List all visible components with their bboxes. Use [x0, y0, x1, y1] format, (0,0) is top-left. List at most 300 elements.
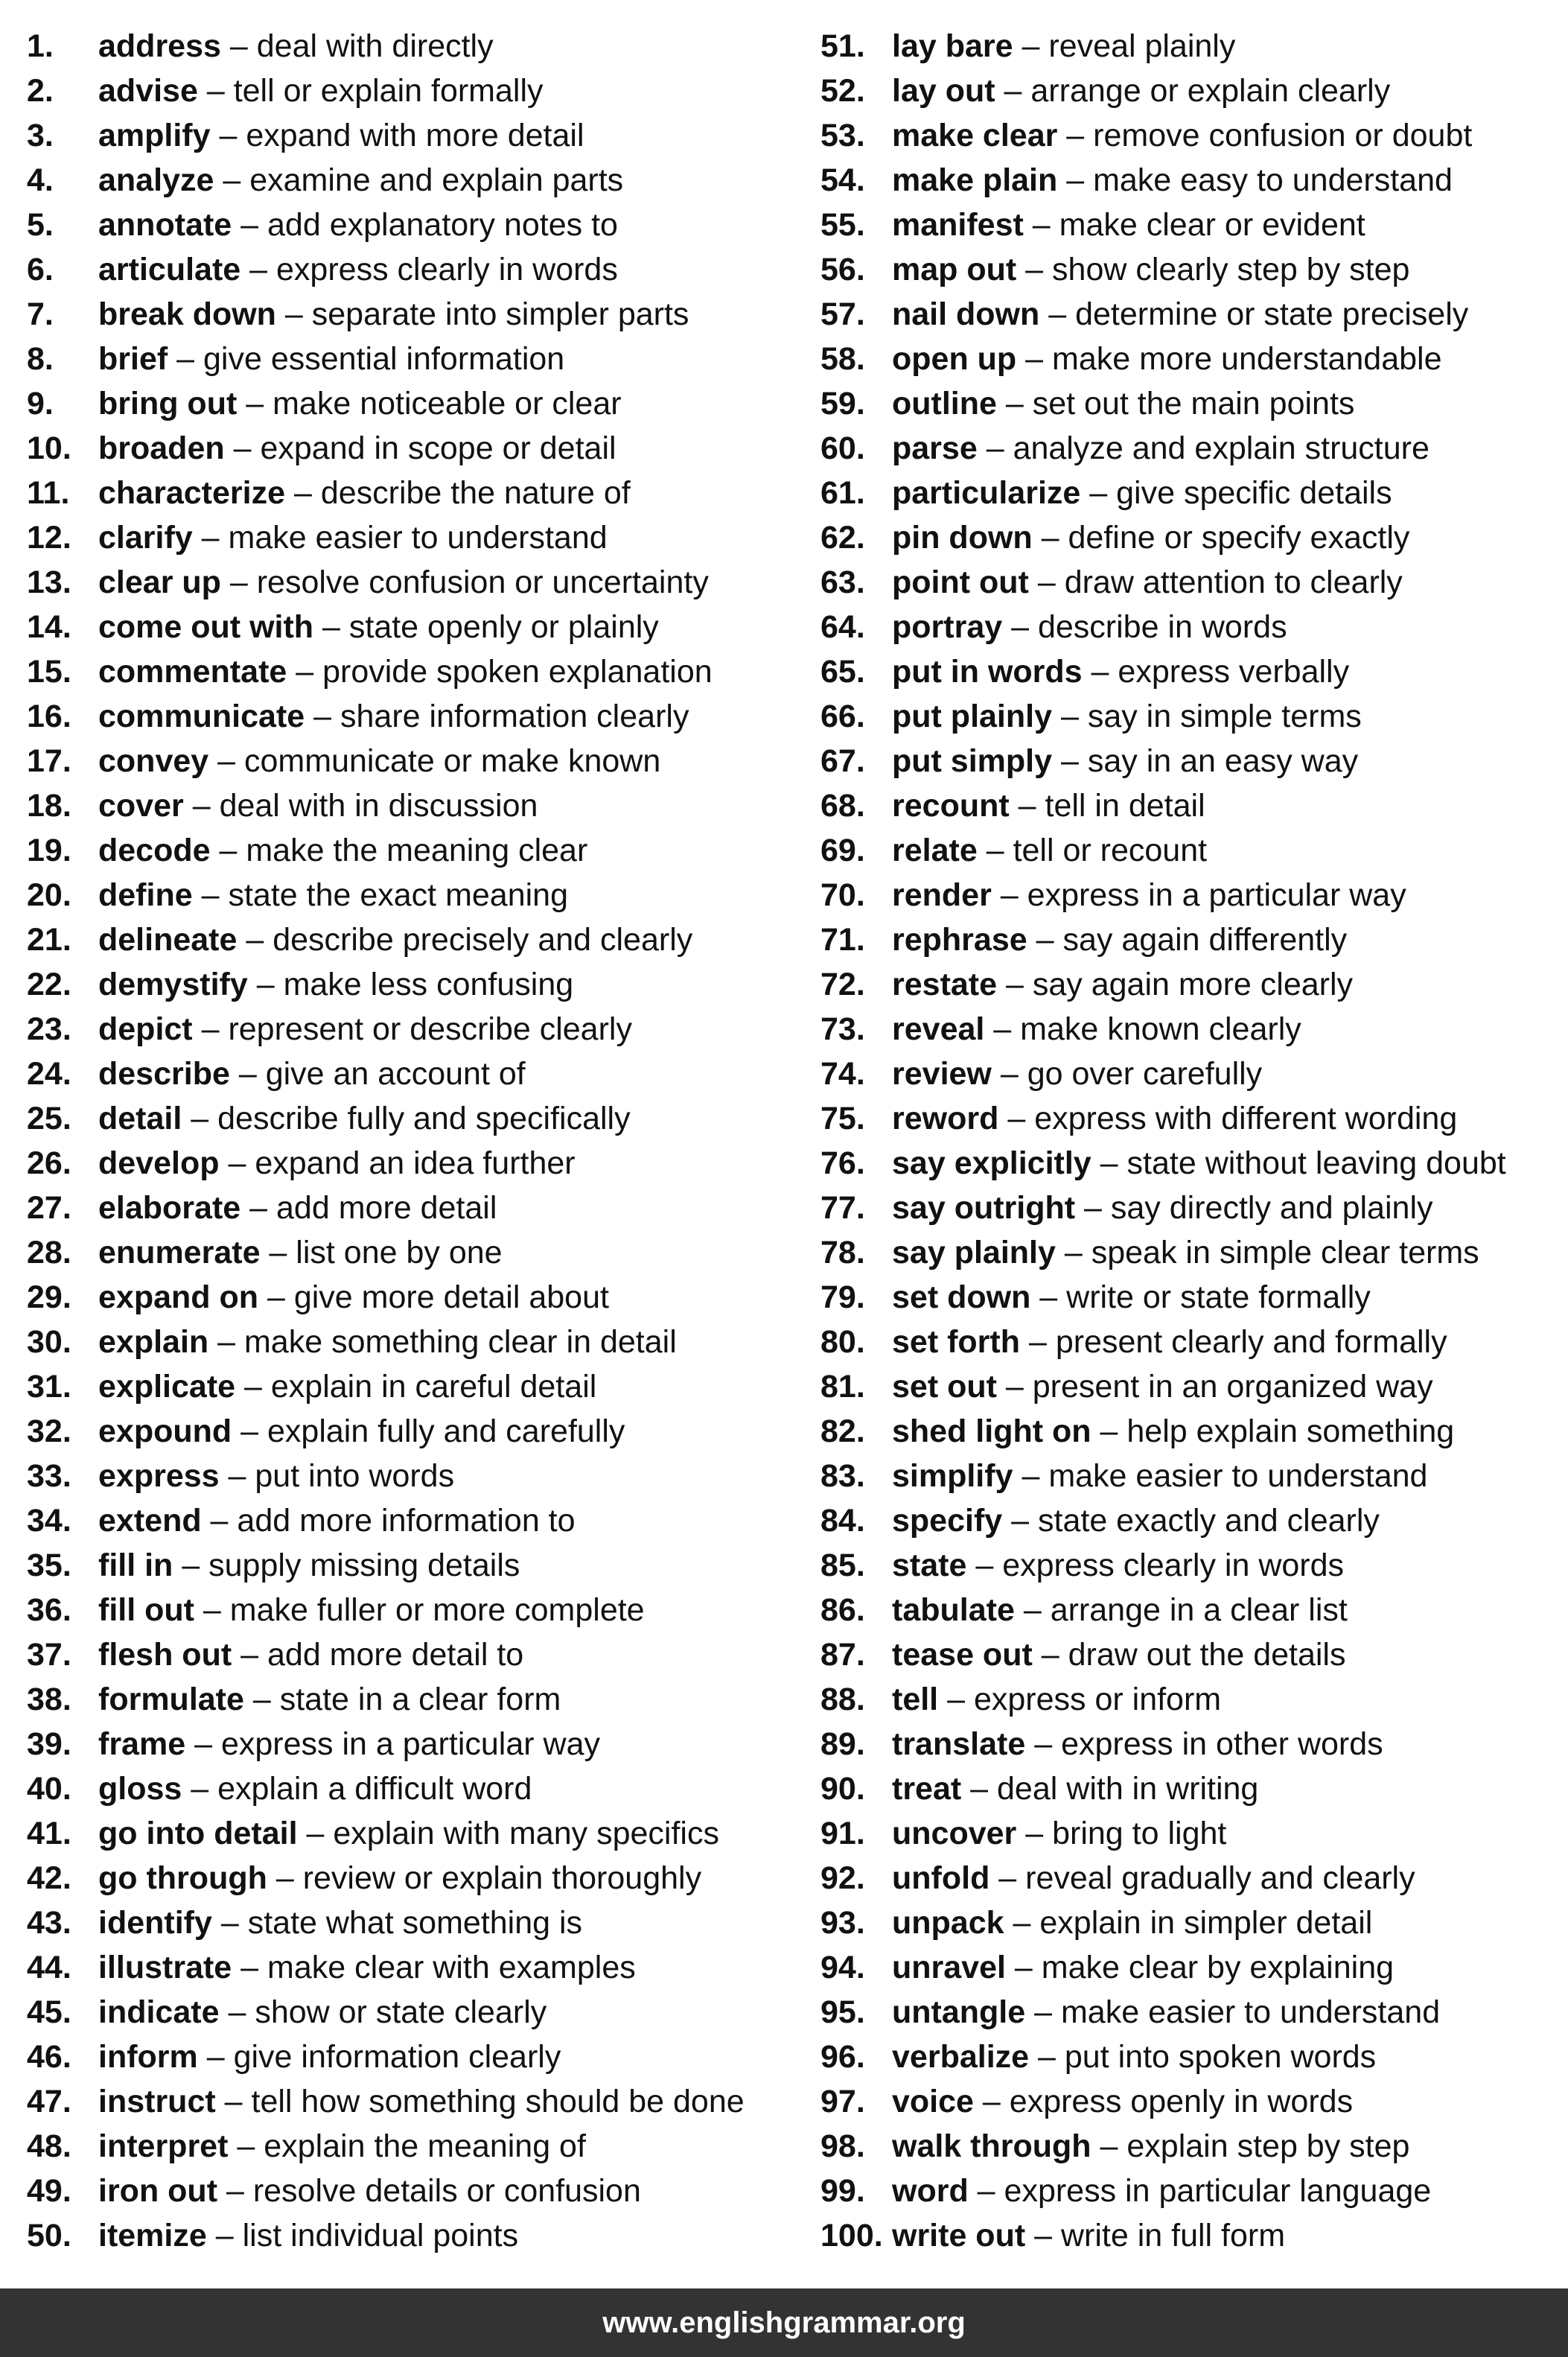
item-number: 56. [820, 252, 865, 287]
item-term: illustrate [98, 1950, 232, 1985]
list-item [820, 873, 1565, 917]
list-item [820, 1454, 1565, 1498]
item-separator: – [1032, 1637, 1068, 1673]
item-separator: – [1091, 2128, 1127, 2164]
item-term: flesh out [98, 1637, 232, 1673]
item-separator: – [214, 162, 250, 198]
item-definition: state openly or plainly [348, 609, 659, 645]
item-separator: – [232, 1413, 267, 1449]
item-number: 8. [27, 341, 54, 377]
list-item [27, 1096, 786, 1141]
item-term: cover [98, 788, 184, 824]
item-separator: – [1016, 341, 1053, 377]
item-definition: say again more clearly [1032, 967, 1354, 1002]
item-separator: – [1030, 1279, 1067, 1315]
item-definition: say again differently [1062, 922, 1348, 958]
item-term: set out [892, 1369, 997, 1405]
item-term: expound [98, 1413, 232, 1449]
item-definition: add more information to [237, 1503, 576, 1539]
item-definition: expand in scope or detail [260, 430, 616, 466]
item-term: walk through [892, 2128, 1091, 2164]
list-item [820, 1320, 1565, 1364]
item-separator: – [210, 118, 246, 153]
item-term: identify [98, 1905, 212, 1941]
item-number: 86. [820, 1592, 865, 1628]
item-definition: tell in detail [1045, 788, 1205, 824]
item-term: develop [98, 1145, 220, 1181]
item-number: 41. [27, 1816, 71, 1851]
item-term: tell [892, 1682, 939, 1717]
item-separator: – [991, 1056, 1027, 1092]
item-term: rephrase [892, 922, 1027, 958]
item-separator: – [1009, 788, 1045, 824]
item-term: address [98, 28, 221, 64]
item-separator: – [968, 2173, 1004, 2209]
item-number: 58. [820, 341, 865, 377]
item-definition: make easier to understand [1060, 1994, 1441, 2030]
item-definition: make something clear in detail [243, 1324, 677, 1360]
item-term: delineate [98, 922, 238, 958]
item-separator: – [173, 1548, 209, 1583]
item-number: 37. [27, 1637, 71, 1673]
item-separator: – [995, 73, 1031, 109]
item-term: fill out [98, 1592, 194, 1628]
list-item [820, 962, 1565, 1007]
item-term: commentate [98, 654, 287, 690]
list-item [820, 649, 1565, 694]
item-definition: express in other words [1061, 1726, 1383, 1762]
item-term: point out [892, 564, 1029, 600]
list-item [27, 1230, 786, 1275]
item-separator: – [991, 877, 1027, 913]
item-definition: make easy to understand [1093, 162, 1453, 198]
list-item [27, 158, 786, 203]
item-separator: – [240, 1190, 277, 1226]
item-term: fill in [98, 1548, 173, 1583]
item-term: go through [98, 1860, 267, 1896]
item-separator: – [305, 699, 341, 734]
item-number: 32. [27, 1413, 71, 1449]
item-separator: – [194, 1592, 230, 1628]
item-term: express [98, 1458, 220, 1494]
list-item [820, 1096, 1565, 1141]
item-number: 55. [820, 207, 865, 243]
item-number: 76. [820, 1145, 865, 1181]
item-number: 90. [820, 1771, 865, 1807]
item-definition: make less confusing [283, 967, 574, 1002]
item-term: make plain [892, 162, 1058, 198]
item-term: word [892, 2173, 969, 2209]
item-term: analyze [98, 162, 214, 198]
footer-banner [0, 2288, 1568, 2357]
item-separator: – [1027, 922, 1063, 958]
item-separator: – [182, 1101, 218, 1136]
item-definition: explain a difficult word [217, 1771, 532, 1807]
item-separator: – [285, 475, 321, 511]
item-number: 57. [820, 296, 865, 332]
item-number: 88. [820, 1682, 865, 1717]
item-term: untangle [892, 1994, 1026, 2030]
list-item [820, 1856, 1565, 1900]
item-definition: separate into simpler parts [311, 296, 689, 332]
item-term: gloss [98, 1771, 182, 1807]
list-item [820, 694, 1565, 739]
item-separator: – [224, 430, 261, 466]
item-separator: – [201, 1503, 238, 1539]
list-item [820, 1052, 1565, 1096]
item-separator: – [1052, 699, 1088, 734]
list-item [27, 1811, 786, 1856]
item-definition: put into spoken words [1064, 2039, 1377, 2075]
item-separator: – [208, 743, 245, 779]
item-definition: add more detail to [267, 1637, 524, 1673]
item-term: indicate [98, 1994, 220, 2030]
item-definition: explain step by step [1126, 2128, 1410, 2164]
item-separator: – [228, 2128, 264, 2164]
item-separator: – [1091, 1145, 1127, 1181]
item-definition: make easier to understand [228, 520, 608, 556]
item-number: 1. [27, 28, 54, 64]
list-item [27, 1588, 786, 1632]
item-separator: – [1057, 162, 1094, 198]
item-number: 19. [27, 833, 71, 868]
item-definition: draw attention to clearly [1064, 564, 1403, 600]
item-term: demystify [98, 967, 248, 1002]
list-item [27, 69, 786, 113]
item-number: 79. [820, 1279, 865, 1315]
item-definition: represent or describe clearly [228, 1011, 632, 1047]
item-number: 94. [820, 1950, 865, 1985]
item-number: 4. [27, 162, 54, 198]
list-item [820, 828, 1565, 873]
item-definition: express clearly in words [1002, 1548, 1345, 1583]
item-definition: resolve details or confusion [252, 2173, 641, 2209]
item-number: 80. [820, 1324, 865, 1360]
list-item [27, 560, 786, 605]
item-number: 59. [820, 386, 865, 422]
item-definition: set out the main points [1032, 386, 1355, 422]
item-term: itemize [98, 2218, 207, 2253]
list-item [27, 917, 786, 962]
item-definition: determine or state precisely [1075, 296, 1469, 332]
list-item [820, 426, 1565, 471]
item-separator: – [996, 386, 1033, 422]
item-definition: expand an idea further [255, 1145, 576, 1181]
item-term: detail [98, 1101, 182, 1136]
item-definition: reveal plainly [1048, 28, 1236, 64]
list-item [27, 1007, 786, 1052]
item-term: decode [98, 833, 211, 868]
item-term: tease out [892, 1637, 1033, 1673]
item-separator: – [247, 967, 284, 1002]
item-separator: – [182, 1771, 218, 1807]
item-definition: say directly and plainly [1110, 1190, 1433, 1226]
item-number: 48. [27, 2128, 71, 2164]
item-term: elaborate [98, 1190, 241, 1226]
item-separator: – [961, 1771, 998, 1807]
item-definition: add more detail [276, 1190, 497, 1226]
item-number: 91. [820, 1816, 865, 1851]
item-separator: – [1057, 118, 1094, 153]
item-number: 34. [27, 1503, 71, 1539]
item-number: 54. [820, 162, 865, 198]
item-number: 26. [27, 1145, 71, 1181]
item-number: 9. [27, 386, 54, 422]
list-item [820, 24, 1565, 69]
list-item [27, 1856, 786, 1900]
item-separator: – [1002, 1503, 1039, 1539]
item-separator: – [938, 1682, 974, 1717]
item-number: 16. [27, 699, 71, 734]
list-item [27, 1275, 786, 1320]
list-item [27, 1990, 786, 2035]
item-definition: make known clearly [1020, 1011, 1301, 1047]
item-number: 87. [820, 1637, 865, 1673]
item-separator: – [1016, 252, 1053, 287]
item-definition: explain in simpler detail [1039, 1905, 1373, 1941]
list-item [27, 203, 786, 247]
item-separator: – [258, 1279, 294, 1315]
item-term: particularize [892, 475, 1081, 511]
item-number: 6. [27, 252, 54, 287]
list-item [820, 113, 1565, 158]
item-definition: explain fully and carefully [267, 1413, 625, 1449]
list-item [27, 1900, 786, 1945]
item-number: 82. [820, 1413, 865, 1449]
item-definition: analyze and explain structure [1013, 430, 1430, 466]
item-term: bring out [98, 386, 238, 422]
item-separator: – [1025, 2218, 1061, 2253]
item-number: 95. [820, 1994, 865, 2030]
list-item [27, 337, 786, 381]
item-definition: say in an easy way [1087, 743, 1359, 779]
item-definition: make noticeable or clear [273, 386, 622, 422]
item-separator: – [192, 520, 229, 556]
item-separator: – [1005, 1950, 1042, 1985]
item-definition: give specific details [1116, 475, 1392, 511]
list-item [820, 1230, 1565, 1275]
item-number: 69. [820, 833, 865, 868]
list-item [27, 962, 786, 1007]
item-term: explain [98, 1324, 209, 1360]
item-separator: – [192, 1011, 229, 1047]
item-separator: – [237, 922, 273, 958]
item-term: break down [98, 296, 276, 332]
item-term: lay bare [892, 28, 1013, 64]
item-number: 71. [820, 922, 865, 958]
list-item [27, 247, 786, 292]
footer-url[interactable]: www.englishgrammar.org [602, 2306, 966, 2339]
list-item [820, 783, 1565, 828]
item-term: uncover [892, 1816, 1017, 1851]
item-separator: – [977, 833, 1013, 868]
item-number: 12. [27, 520, 71, 556]
item-term: amplify [98, 118, 211, 153]
item-separator: – [1055, 1235, 1091, 1270]
item-definition: express verbally [1118, 654, 1350, 690]
list-item [27, 1543, 786, 1588]
list-item [820, 2213, 1565, 2258]
list-item [27, 1677, 786, 1722]
list-item [27, 1766, 786, 1811]
item-number: 81. [820, 1369, 865, 1405]
item-term: review [892, 1056, 992, 1092]
item-separator: – [1075, 1190, 1111, 1226]
item-definition: describe the nature of [320, 475, 631, 511]
item-number: 21. [27, 922, 71, 958]
item-definition: make clear by explaining [1041, 1950, 1395, 1985]
list-item [820, 69, 1565, 113]
list-item [27, 739, 786, 783]
item-term: make clear [892, 118, 1058, 153]
list-item [820, 471, 1565, 515]
item-separator: – [240, 252, 277, 287]
list-item [27, 24, 786, 69]
item-term: specify [892, 1503, 1003, 1539]
item-definition: state what something is [247, 1905, 583, 1941]
item-separator: – [984, 1011, 1021, 1047]
item-number: 36. [27, 1592, 71, 1628]
item-definition: make the meaning clear [246, 833, 588, 868]
item-definition: add explanatory notes to [267, 207, 618, 243]
item-separator: – [219, 1145, 255, 1181]
item-term: come out with [98, 609, 314, 645]
item-term: recount [892, 788, 1010, 824]
list-item [820, 605, 1565, 649]
item-number: 99. [820, 2173, 865, 2209]
list-item [820, 1722, 1565, 1766]
list-item [820, 1811, 1565, 1856]
item-term: unfold [892, 1860, 990, 1896]
list-item [27, 471, 786, 515]
item-term: simplify [892, 1458, 1013, 1494]
item-definition: express clearly in words [276, 252, 618, 287]
item-term: say explicitly [892, 1145, 1091, 1181]
item-separator: – [211, 1905, 248, 1941]
item-separator: – [235, 1369, 271, 1405]
list-item [820, 1766, 1565, 1811]
list-item [820, 2079, 1565, 2124]
list-item [27, 515, 786, 560]
item-separator: – [973, 2084, 1010, 2119]
list-item [27, 1052, 786, 1096]
item-number: 39. [27, 1726, 71, 1762]
item-number: 43. [27, 1905, 71, 1941]
item-definition: present clearly and formally [1055, 1324, 1447, 1360]
item-separator: – [220, 564, 257, 600]
item-separator: – [1016, 1816, 1053, 1851]
list-item [820, 1409, 1565, 1454]
list-item [820, 1007, 1565, 1052]
item-definition: describe fully and specifically [217, 1101, 631, 1136]
item-term: verbalize [892, 2039, 1030, 2075]
item-number: 28. [27, 1235, 71, 1270]
item-definition: describe precisely and clearly [273, 922, 693, 958]
list-item [27, 1454, 786, 1498]
item-definition: state in a clear form [279, 1682, 561, 1717]
item-separator: – [1032, 520, 1068, 556]
list-item [820, 2169, 1565, 2213]
item-number: 100. [820, 2218, 883, 2253]
item-term: convey [98, 743, 209, 779]
item-number: 98. [820, 2128, 865, 2164]
item-term: put in words [892, 654, 1083, 690]
item-number: 18. [27, 788, 71, 824]
item-definition: examine and explain parts [249, 162, 624, 198]
item-number: 52. [820, 73, 865, 109]
item-definition: make easier to understand [1048, 1458, 1428, 1494]
item-definition: state exactly and clearly [1038, 1503, 1380, 1539]
item-separator: – [219, 1994, 255, 2030]
item-term: extend [98, 1503, 202, 1539]
item-definition: give information clearly [233, 2039, 561, 2075]
list-item [820, 1275, 1565, 1320]
item-number: 63. [820, 564, 865, 600]
item-term: open up [892, 341, 1017, 377]
list-item [27, 2035, 786, 2079]
list-item [820, 1588, 1565, 1632]
item-definition: give more detail about [293, 1279, 609, 1315]
item-number: 46. [27, 2039, 71, 2075]
item-definition: tell or recount [1013, 833, 1208, 868]
item-number: 27. [27, 1190, 71, 1226]
item-number: 20. [27, 877, 71, 913]
item-term: map out [892, 252, 1017, 287]
item-number: 2. [27, 73, 54, 109]
item-term: state [892, 1548, 967, 1583]
list-item [820, 247, 1565, 292]
item-definition: give an account of [265, 1056, 526, 1092]
item-definition: explain the meaning of [264, 2128, 586, 2164]
item-number: 89. [820, 1726, 865, 1762]
item-definition: express or inform [973, 1682, 1222, 1717]
list-item [27, 2169, 786, 2213]
item-number: 84. [820, 1503, 865, 1539]
list-item [27, 292, 786, 337]
item-term: shed light on [892, 1413, 1091, 1449]
item-number: 13. [27, 564, 71, 600]
item-number: 25. [27, 1101, 71, 1136]
item-separator: – [287, 654, 323, 690]
item-number: 50. [27, 2218, 71, 2253]
item-term: brief [98, 341, 168, 377]
item-definition: express in a particular way [220, 1726, 600, 1762]
item-definition: list one by one [296, 1235, 503, 1270]
item-term: manifest [892, 207, 1024, 243]
item-number: 29. [27, 1279, 71, 1315]
item-term: say outright [892, 1190, 1076, 1226]
item-separator: – [192, 877, 229, 913]
item-number: 64. [820, 609, 865, 645]
item-term: inform [98, 2039, 198, 2075]
item-number: 45. [27, 1994, 71, 2030]
item-term: communicate [98, 699, 305, 734]
item-term: interpret [98, 2128, 229, 2164]
list-item [820, 1543, 1565, 1588]
item-number: 67. [820, 743, 865, 779]
item-separator: – [998, 1101, 1035, 1136]
item-separator: – [1025, 1726, 1062, 1762]
item-definition: make clear or evident [1059, 207, 1365, 243]
item-number: 5. [27, 207, 54, 243]
item-definition: express in particular language [1004, 2173, 1432, 2209]
list-item [820, 1632, 1565, 1677]
list-item [27, 2124, 786, 2169]
word-list-column-left [27, 24, 786, 2258]
item-definition: put into words [255, 1458, 455, 1494]
item-term: treat [892, 1771, 962, 1807]
list-item [820, 917, 1565, 962]
